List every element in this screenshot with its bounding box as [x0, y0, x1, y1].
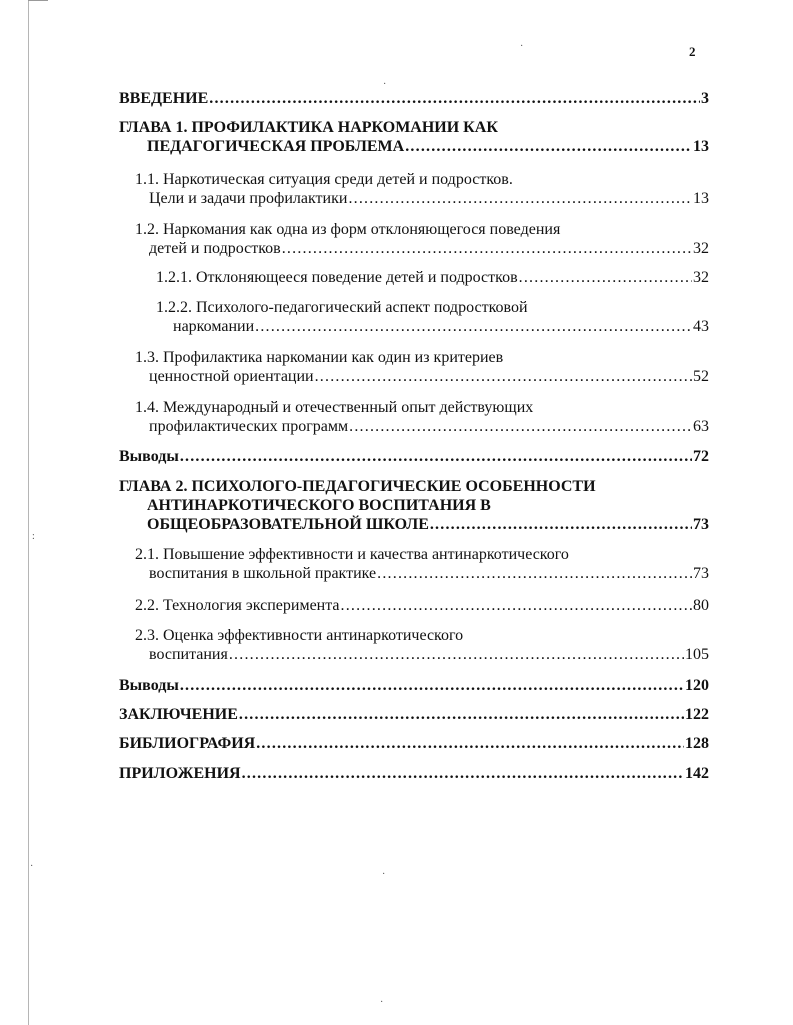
toc-entry	[119, 734, 709, 753]
toc-entry	[156, 298, 709, 336]
toc-page-number: 120	[685, 677, 709, 694]
toc-entry-title: Выводы	[119, 448, 179, 465]
toc-entry	[119, 89, 709, 108]
dot-leader	[282, 239, 692, 258]
toc-page-number: 3	[701, 90, 709, 107]
toc-entry	[135, 626, 709, 664]
toc-entry	[135, 348, 709, 386]
toc-entry	[156, 268, 709, 287]
scan-speck: ·	[30, 861, 34, 872]
toc-page-number: 43	[693, 318, 709, 335]
toc-entry-title: ВВЕДЕНИЕ	[119, 90, 209, 107]
toc-entry-title: воспитания	[149, 646, 228, 663]
toc-entry	[135, 545, 709, 583]
dot-leader	[229, 645, 684, 664]
scan-speck: ·	[382, 869, 386, 880]
scan-speck: ·	[520, 41, 524, 52]
toc-entry	[135, 220, 709, 258]
toc-entry-title: ЗАКЛЮЧЕНИЕ	[119, 706, 238, 723]
dot-leader	[430, 515, 692, 534]
toc-page-number: 128	[685, 735, 709, 752]
toc-entry-title: 1.3. Профилактика наркомании как один из критериев	[135, 349, 504, 366]
toc-page-number: 13	[693, 138, 709, 155]
toc-page-number: 105	[685, 646, 709, 663]
toc-entry	[119, 676, 709, 695]
toc-page-number: 52	[693, 368, 709, 385]
dot-leader	[341, 596, 692, 615]
toc-entry-title: профилактических программ	[149, 418, 349, 435]
toc-entry-title: ГЛАВА 1. ПРОФИЛАКТИКА НАРКОМАНИИ КАК	[119, 119, 498, 136]
toc-page-number: 73	[693, 516, 709, 533]
toc-entry	[135, 170, 709, 208]
dot-leader	[348, 189, 692, 208]
toc-entry-title: ГЛАВА 2. ПСИХОЛОГО-ПЕДАГОГИЧЕСКИЕ ОСОБЕННОСТИ	[119, 478, 596, 495]
toc-entry	[135, 398, 709, 436]
toc-entry	[119, 705, 709, 724]
scan-page-edge	[28, 0, 29, 1025]
scan-speck: :	[32, 531, 35, 542]
toc-entry-title: 1.2.1. Отклоняющееся поведение детей и подростков	[156, 269, 518, 286]
toc-page-number: 13	[693, 190, 709, 207]
toc-page-number: 142	[685, 765, 709, 782]
scan-top-edge	[28, 0, 48, 1]
toc-page-number: 122	[685, 706, 709, 723]
dot-leader	[315, 367, 692, 386]
toc-entry-title: ПРИЛОЖЕНИЯ	[119, 765, 241, 782]
dot-leader	[180, 676, 684, 695]
toc-entry	[119, 447, 709, 466]
toc-entry-title: ОБЩЕОБРАЗОВАТЕЛЬНОЙ ШКОЛЕ	[147, 516, 429, 533]
toc-entry	[119, 764, 709, 783]
toc-entry-title: 2.2. Технология эксперимента	[135, 597, 340, 614]
page-number: 2	[689, 44, 696, 59]
dot-leader	[239, 705, 684, 724]
toc-entry-title: Цели и задачи профилактики	[149, 190, 348, 207]
dot-leader	[209, 89, 700, 108]
toc-entry	[119, 118, 709, 156]
scan-speck: ·	[383, 79, 387, 90]
toc-page-number: 63	[693, 418, 709, 435]
dot-leader	[255, 317, 692, 336]
dot-leader	[405, 137, 692, 156]
dot-leader	[256, 734, 684, 753]
toc-entry-title: 1.2.2. Психолого-педагогический аспект подростковой	[156, 299, 528, 316]
dot-leader	[349, 417, 692, 436]
toc-entry-title: 1.1. Наркотическая ситуация среди детей и подростков.	[135, 171, 513, 188]
toc-entry-title: 1.4. Международный и отечественный опыт действующих	[135, 399, 534, 416]
toc-entry	[135, 596, 709, 615]
toc-entry-title: Выводы	[119, 677, 179, 694]
dot-leader	[242, 764, 684, 783]
toc-page-number: 80	[693, 597, 709, 614]
dot-leader	[180, 447, 692, 466]
toc-entry-title: наркомании	[173, 318, 255, 335]
toc-entry-title: детей и подростков	[149, 240, 281, 257]
toc-page-number: 72	[693, 448, 709, 465]
toc-page-number: 73	[693, 565, 709, 582]
toc-entry-title: 2.3. Оценка эффективности антинаркотического	[135, 627, 464, 644]
toc-entry-title: воспитания в школьной практике	[149, 565, 377, 582]
toc-entry-title: 1.2. Наркомания как одна из форм отклоняющегося поведения	[135, 221, 561, 238]
toc-entry-title: ПЕДАГОГИЧЕСКАЯ ПРОБЛЕМА	[147, 138, 405, 155]
toc-entry-title: ценностной ориентации	[149, 368, 314, 385]
toc-page-number: 32	[693, 269, 709, 286]
toc-entry	[119, 477, 709, 534]
toc-entry-title: БИБЛИОГРАФИЯ	[119, 735, 256, 752]
toc-entry-title: АНТИНАРКОТИЧЕСКОГО ВОСПИТАНИЯ В	[147, 497, 491, 514]
scan-speck: ·	[380, 997, 384, 1008]
toc-entry-title: 2.1. Повышение эффективности и качества антинаркотического	[135, 546, 569, 563]
dot-leader	[377, 564, 692, 583]
toc-page-number: 32	[693, 240, 709, 257]
dot-leader	[519, 268, 692, 287]
